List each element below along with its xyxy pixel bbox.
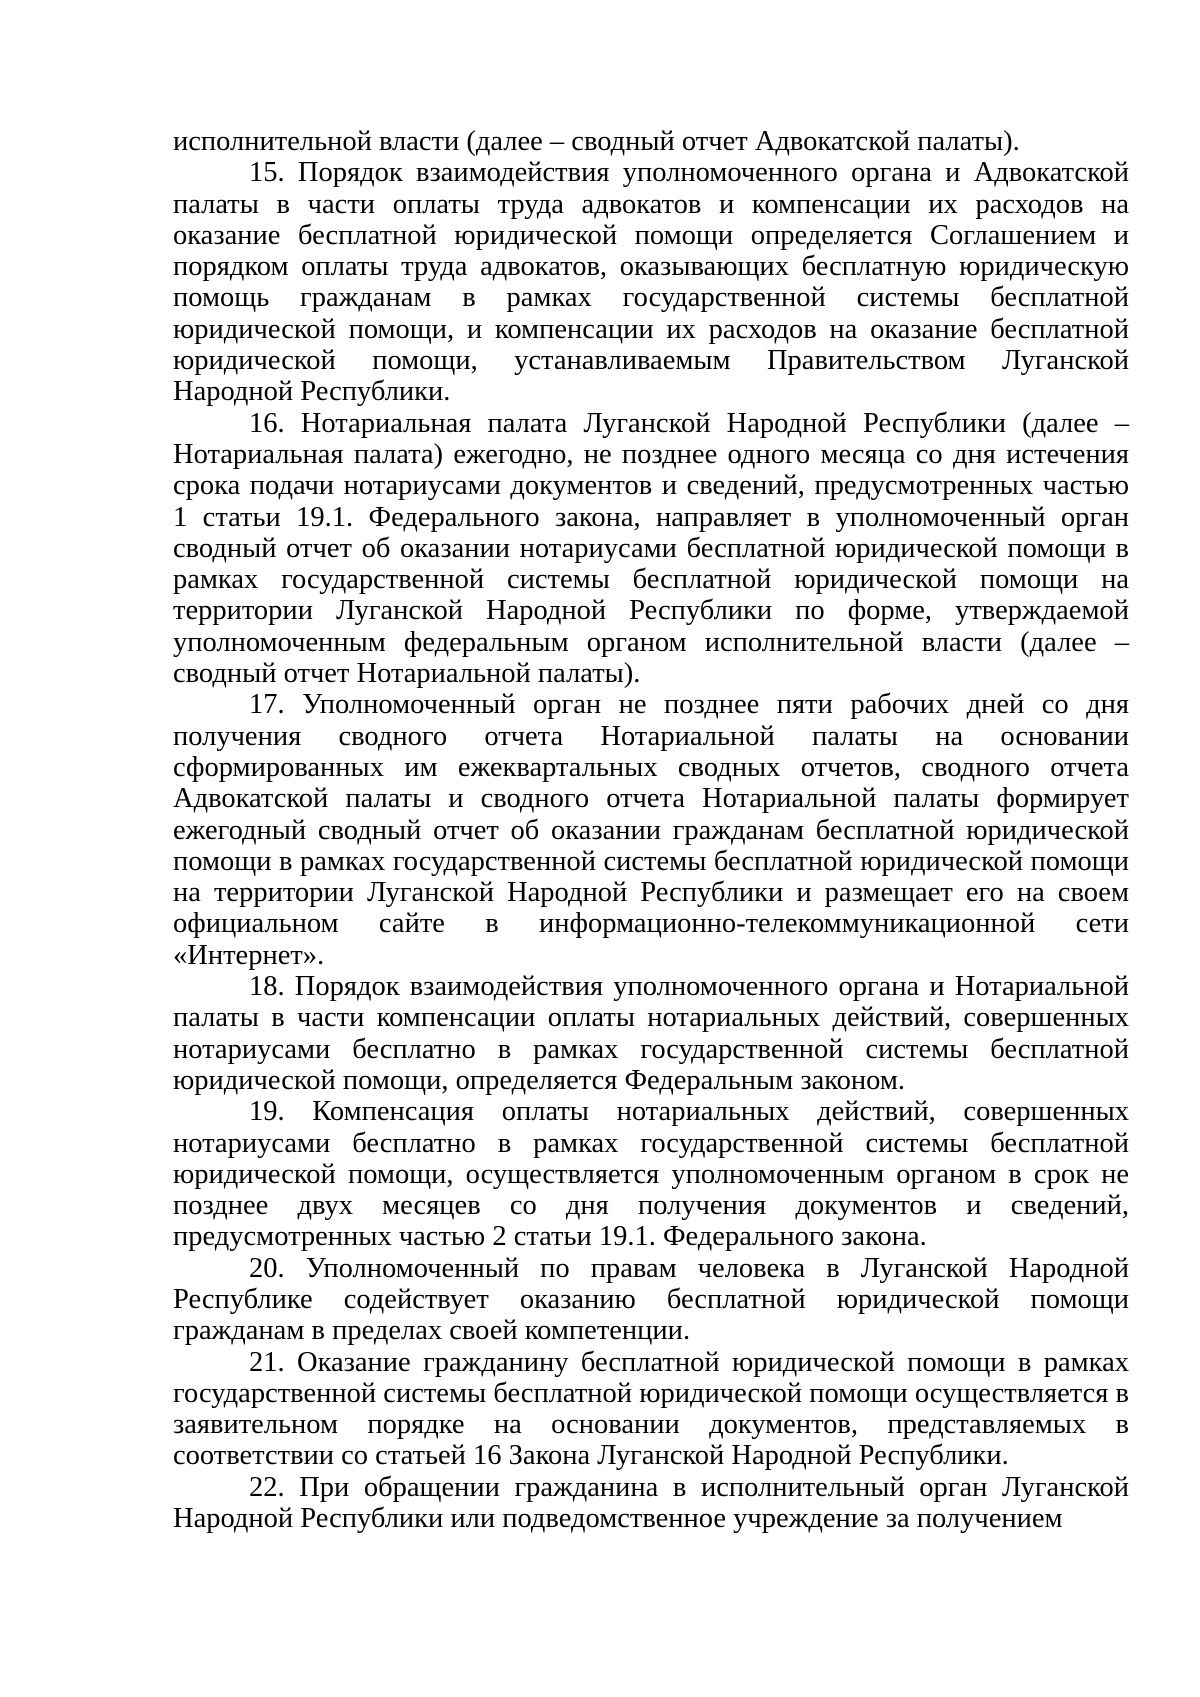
paragraph-19: 19. Компенсация оплаты нотариальных действий, совершенных нотариусами бесплатно в рамках государственной системы бесплатной юридической помощи, осуществляется уполномоченным органом в срок не позднее двух месяцев со дня получения документов и сведений, предусмотренных частью 2 статьи 19.1. Федерального закона.: [173, 1096, 1129, 1253]
paragraph-continuation: исполнительной власти (далее – сводный отчет Адвокатской палаты).: [173, 126, 1020, 157]
paragraph-20: 20. Уполномоченный по правам человека в Луганской Народной Республике содействует оказанию бесплатной юридической помощи гражданам в пределах своей компетенции.: [173, 1252, 1129, 1347]
paragraph-17: 17. Уполномоченный орган не позднее пяти рабочих дней со дня получения сводного отчета Нотариальной палаты на основании сформированных им ежеквартальных сводных отчетов, сводного отчета Адвокатской палаты и сводного отчета Нотариальной палаты формирует ежегодный сводный отчет об оказании гражданам бесплатной юридической помощи в рамках государственной системы бесплатной юридической помощи на территории Луганской Народной Республики и размещает его на своем официальном сайте в информационно-телекоммуникационной сети «Интернет».: [173, 689, 1129, 971]
paragraph-18: 18. Порядок взаимодействия уполномоченного органа и Нотариальной палаты в части компенсации оплаты нотариальных действий, совершенных нотариусами бесплатно в рамках государственной системы бесплатной юридической помощи, определяется Федеральным законом.: [173, 971, 1129, 1096]
paragraph-22: 22. При обращении гражданина в исполнительный орган Луганской Народной Республики или подведомственное учреждение за получением: [173, 1471, 1129, 1535]
document-page: [173, 126, 1129, 1534]
paragraph-16: 16. Нотариальная палата Луганской Народной Республики (далее – Нотариальная палата) ежегодно, не позднее одного месяца со дня истечения срока подачи нотариусами документов и сведений, предусмотренных частью 1 статьи 19.1. Федерального закона, направляет в уполномоченный орган сводный отчет об оказании нотариусами бесплатной юридической помощи в рамках государственной системы бесплатной юридической помощи на территории Луганской Народной Республики по форме, утверждаемой уполномоченным федеральным органом исполнительной власти (далее – сводный отчет Нотариальной палаты).: [173, 407, 1129, 690]
paragraph-15: 15. Порядок взаимодействия уполномоченного органа и Адвокатской палаты в части оплаты труда адвокатов и компенсации их расходов на оказание бесплатной юридической помощи определяется Соглашением и порядком оплаты труда адвокатов, оказывающих бесплатную юридическую помощь гражданам в рамках государственной системы бесплатной юридической помощи, и компенсации их расходов на оказание бесплатной юридической помощи, устанавливаемым Правительством Луганской Народной Республики.: [173, 157, 1129, 408]
paragraph-21: 21. Оказание гражданину бесплатной юридической помощи в рамках государственной системы бесплатной юридической помощи осуществляется в заявительном порядке на основании документов, представляемых в соответствии со статьей 16 Закона Луганской Народной Республики.: [173, 1346, 1129, 1472]
